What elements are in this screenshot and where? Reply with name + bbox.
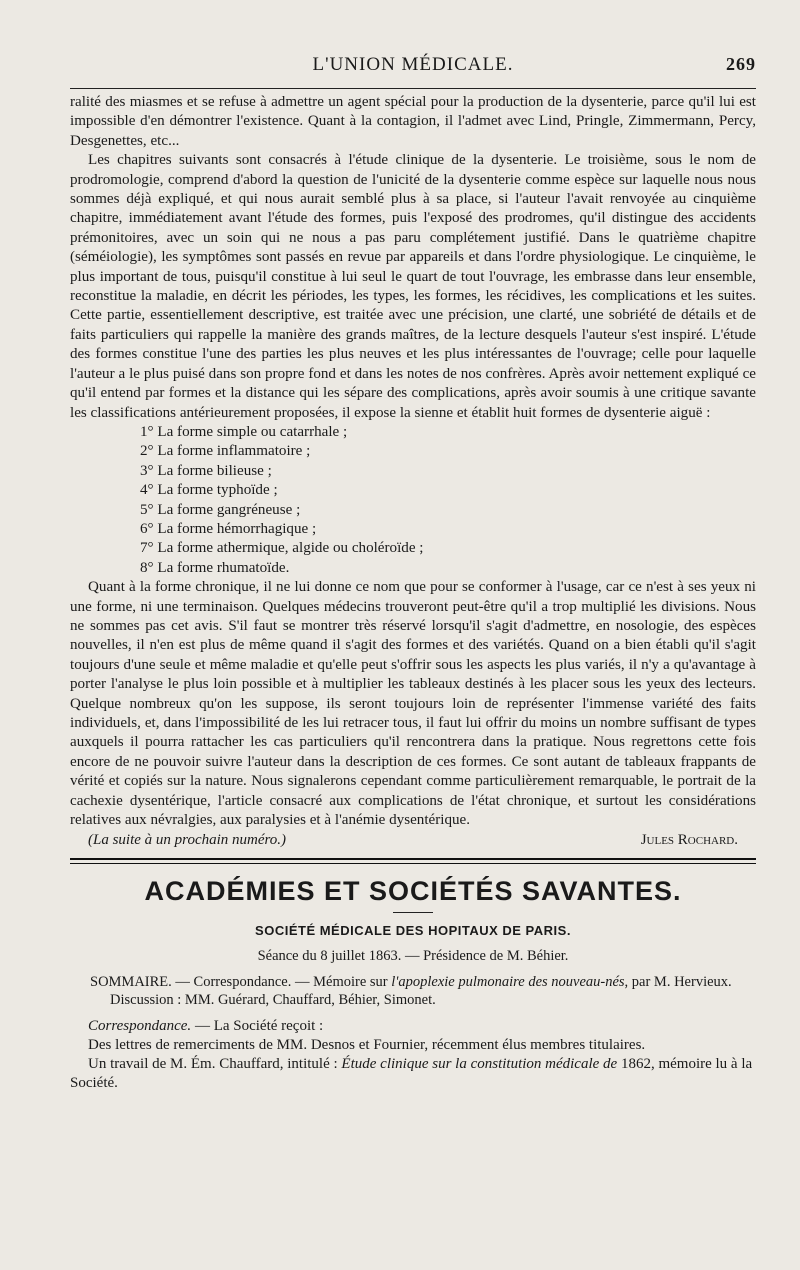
signature-line xyxy=(70,830,756,850)
sommaire-text-2: , par M. Hervieux. Discussion : MM. Guérard, Chauffard, Béhier, Simonet. xyxy=(110,974,732,1009)
sommaire-label: SOMMAIRE. xyxy=(90,974,172,991)
corr-line-1: Des lettres de remerciments de MM. Desnos et Fournier, récemment élus membres titulaires. xyxy=(88,1037,646,1054)
sommaire-italic: l'apoplexie pulmonaire des nouveau-nés xyxy=(391,974,625,991)
form-item-2: 2° La forme inflammatoire ; xyxy=(140,443,311,460)
form-item-1: 1° La forme simple ou catarrhale ; xyxy=(140,423,348,440)
sommaire xyxy=(90,973,756,1009)
form-item-5: 5° La forme gangréneuse ; xyxy=(140,501,301,518)
paragraph-1: ralité des miasmes et se refuse à admettre un agent spécial pour la production de la dysenterie, parce qu'il lui est impossible d'en démontrer l'existence. Quant à la contagion, il l'admet avec Lind, Pringle, Zimmermann, Percy, Desgenettes, etc... xyxy=(70,94,756,149)
author-name: Jules Rochard. xyxy=(640,832,738,849)
corr-line-2b: 1862, mémoire lu à la Société. xyxy=(70,1056,753,1092)
page-number: 269 xyxy=(726,54,756,74)
form-item-8: 8° La forme rhumatoïde. xyxy=(140,559,290,576)
correspondance xyxy=(70,1017,756,1093)
article-body xyxy=(70,93,756,830)
continued-note: (La suite à un prochain numéro.) xyxy=(88,832,287,849)
section-rule-top xyxy=(70,858,756,860)
paragraph-2: Les chapitres suivants sont consacrés à l'étude clinique de la dysenterie. Le troisième, sous le nom de prodromologie, comprend d'abord la question de l'unicité de la dysenterie comme espèce sur laquelle nous nous sommes déjà expliqué, et qui nous aurait semblé plus à sa place, si l'auteur l'avait renvoyée au cinquième chapitre, immédiatement avant l'étude des formes, puis l'exposé des prodromes, qu'il distingue des accidents prémonitoires, avec un soin qui ne nous a pas paru complétement justifié. Dans le quatrième chapitre (séméiologie), les symptômes sont passés en revue par appareils et dans l'ordre physiologique. Le cinquième, le plus important de tous, puisqu'il constitue à lui seul le quart de tout l'ouvrage, les embrasse dans leur ensemble, reconstitue la maladie, en décrit les périodes, les types, les formes, les récidives, les complications et les suites. Cette partie, essentiellement descriptive, est traitée avec une précision, une clarté, une sobriété de détails et de faits particuliers qui rappelle la manière des grands maîtres, de la lecture desquels l'auteur s'est inspiré. L'étude des formes constitue l'une des parties les plus neuves et les plus intéressantes de l'ouvrage; celle pour laquelle l'auteur a le plus puisé dans son propre fond et dans les notes de nos confrères. Après avoir nettement expliqué ce qu'il entend par formes et la distance qui les sépare des complications, après avoir soumis à une critique savante les classifications antérieurement proposées, il expose la sienne et établit huit formes de dysenterie aiguë : xyxy=(70,152,756,421)
paragraph-3: Quant à la forme chronique, il ne lui donne ce nom que pour se conformer à l'usage, car ce n'est à ses yeux ni une forme, ni une terminaison. Quelques médecins trouveront peut-être qu'il a trop multiplié les divisions. Nous ne sommes pas cet avis. S'il faut se montrer très réservé lorsqu'il s'agit d'admettre, en nosologie, des espèces nouvelles, il n'en est plus de même quand il s'agit des formes et des variétés. Quand on a bien établi qu'il s'agit toujours d'une seule et même maladie et qu'elle peut s'offrir sous les aspects les plus variés, il n'y a qu'avantage à porter l'analyse le plus loin possible et à multiplier les tableaux destinés à les placer sous les yeux des lecteurs. Quelque nombreux qu'on les suppose, ils seront toujours loin de représenter l'immense variété des faits individuels, et, dans l'impossibilité de les lui retracer tous, il faut lui offrir du moins un nombre suffisant de types auxquels il pourra rattacher les cas particuliers qu'il rencontrera dans la pratique. Nous regrettons cette fois encore de ne pouvoir suivre l'auteur dans la description de ces formes. Ce sont autant de tableaux frappants de vérité et copiés sur la nature. Nous signalerons cependant comme particulièrement remarquable, le portrait de la cachexie dysentérique, l'article consacré aux complications de l'état chronique, et surtout les considérations relatives aux névralgies, aux paralysies et à l'anémie dysentérique. xyxy=(70,579,756,829)
corr-line-2a: Un travail de M. Ém. Chauffard, intitulé : xyxy=(88,1056,342,1073)
section-title: ACADÉMIES ET SOCIÉTÉS SAVANTES. xyxy=(144,876,682,907)
sommaire-text-1: — Correspondance. — Mémoire sur xyxy=(171,974,392,991)
header-rule xyxy=(70,88,756,89)
form-item-3: 3° La forme bilieuse ; xyxy=(140,462,272,479)
short-divider xyxy=(393,912,433,913)
corr-line-2-italic: Étude clinique sur la constitution médicale de xyxy=(341,1056,618,1073)
society-name: SOCIÉTÉ MÉDICALE DES HOPITAUX DE PARIS. xyxy=(255,923,571,939)
form-item-7: 7° La forme athermique, algide ou choléroïde ; xyxy=(140,540,424,557)
section-rule-bottom xyxy=(70,863,756,864)
forms-list xyxy=(70,423,756,578)
journal-title: L'UNION MÉDICALE. xyxy=(312,54,514,75)
corr-label: Correspondance. xyxy=(88,1018,192,1035)
form-item-6: 6° La forme hémorrhagique ; xyxy=(140,520,317,537)
form-item-4: 4° La forme typhoïde ; xyxy=(140,482,278,499)
corr-intro: — La Société reçoit : xyxy=(191,1018,324,1035)
running-header xyxy=(70,50,756,80)
seance-line: Séance du 8 juillet 1863. — Présidence de M. Béhier. xyxy=(257,948,569,965)
